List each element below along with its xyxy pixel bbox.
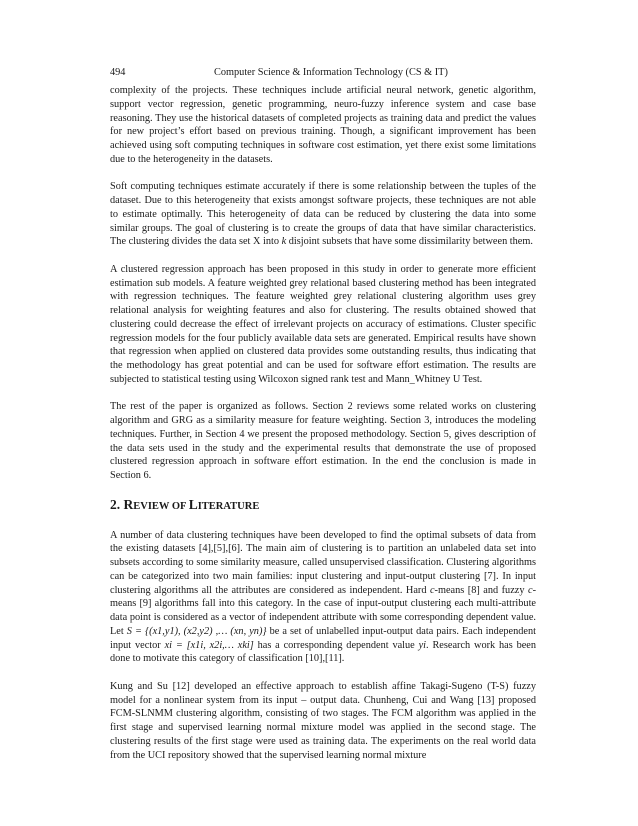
paragraph-text: . Research work has been done to motivate this category of classification [10],[11]. <box>110 639 536 665</box>
variable-c: c <box>527 584 533 596</box>
section-title-part: EVIEW OF <box>133 500 189 512</box>
paragraph-text: A number of data clustering techniques have been developed to find the optimal subsets of data from the existing datasets [4],[5],[6]. The main aim of clustering is to partition an unlabeled data set into subsets according to some similarity measure, called unsupervised classification. Clustering algorithms can be categorized into two main families: input clustering and input-output clustering [7]. In input clustering algorithms all the attributes are considered as independent. Hard <box>110 529 536 596</box>
variable-k: k <box>281 236 287 248</box>
paragraph-text: -means [9] algorithms fall into this category. In the case of input-output clustering each multi-attribute data point is considered as a vector of independent attribute with some corresponding dependent value. Let <box>110 584 536 637</box>
paragraph-intro-3: A clustered regression approach has been proposed in this study in order to generate more efficient estimation sub models. A feature weighted grey relational based clustering method has been integrated with regression techniques. The feature weighted grey relational clustering algorithm uses grey relational analysis for weighting features and also for clustering. The results obtained showed that clustering could decrease the effect of irrelevant projects on accuracy of estimations. Cluster specific regression models for the four publicly available data sets are generated. Empirical results have shown that regression when applied on clustered data provides some outstanding results, thus indicating that the methodology has great potential and can be used for software effort estimation. The results are subjected to statistical testing using Wilcoxon signed rank test and Mann_Whitney U Test. <box>110 263 536 385</box>
section-title-R: R <box>123 496 134 512</box>
page-body <box>110 84 536 776</box>
section-number: 2. <box>110 496 121 512</box>
paragraph-text: has a corresponding dependent value <box>253 639 419 651</box>
page-number: 494 <box>110 67 126 78</box>
paragraph-intro-4: The rest of the paper is organized as follows. Section 2 reviews some related works on clustering algorithm and GRG as a similarity measure for feature weighting. Section 3, introduces the modeling techniques. Further, in Section 4 we present the proposed methodology. Section 5, gives description of the data sets used in the study and the experimental results that demonstrate the use of proposed clustered regression approach in software effort estimation. In the end the conclusion is made in Section 6. <box>110 401 536 481</box>
section-title-L: L <box>188 496 198 512</box>
variable-c: c <box>429 584 435 596</box>
running-title: Computer Science & Information Technology (CS & IT) <box>214 67 448 78</box>
vector-definition: xi = [x1i, x2i,… xki] <box>164 639 254 651</box>
paragraph-literature-1 <box>110 529 536 667</box>
paragraph-literature-2: Kung and Su [12] developed an effective approach to establish affine Takagi-Sugeno (T-S) fuzzy model for a nonlinear system from its input – output data. Chunheng, Cui and Wang [13] proposed FCM-SLNMM clustering algorithm, consisting of two stages. The FCM algorithm was applied in the first stage and supervised learning normal mixture model was applied in the second stage. The clustering results of the first stage were used as training data. The experiments on the real world data from the UCI repository showed that the supervised learning normal mixture <box>110 680 536 761</box>
section-heading <box>110 497 536 515</box>
paragraph-intro-1: complexity of the projects. These techniques include artificial neural network, genetic algorithm, support vector regression, genetic programming, neuro-fuzzy inference system and case base reasoning. They use the historical datasets of completed projects as training data and predict the values for new project’s effort based on previous training. Though, a significant improvement has been achieved using soft computing techniques in software cost estimation, yet there exist some limitations due to the heterogeneity in the datasets. <box>110 85 536 165</box>
paragraph-text: -means [8] and fuzzy <box>434 584 528 596</box>
section-title-part: ITERATURE <box>197 500 260 512</box>
paragraph-text: Soft computing techniques estimate accurately if there is some relationship between the tuples of the dataset. Due to this heterogeneity that exists amongst software projects, these techniques are not able to estimate optimally. This heterogeneity of data can be reduced by clustering the data into some similar groups. The goal of clustering is to create the groups of data that have similar characteristics. The clustering divides the data set X into <box>110 181 536 248</box>
paragraph-intro-2 <box>110 180 536 249</box>
paragraph-text: be a set of unlabelled input-output data pairs. Each independent input vector <box>110 625 536 651</box>
set-definition: S = {(x1,y1), (x2,y2) ,… (xn, yn)} <box>126 625 267 637</box>
variable-yi: yi <box>418 639 427 651</box>
paragraph-text: disjoint subsets that have some dissimilarity between them. <box>286 236 533 248</box>
